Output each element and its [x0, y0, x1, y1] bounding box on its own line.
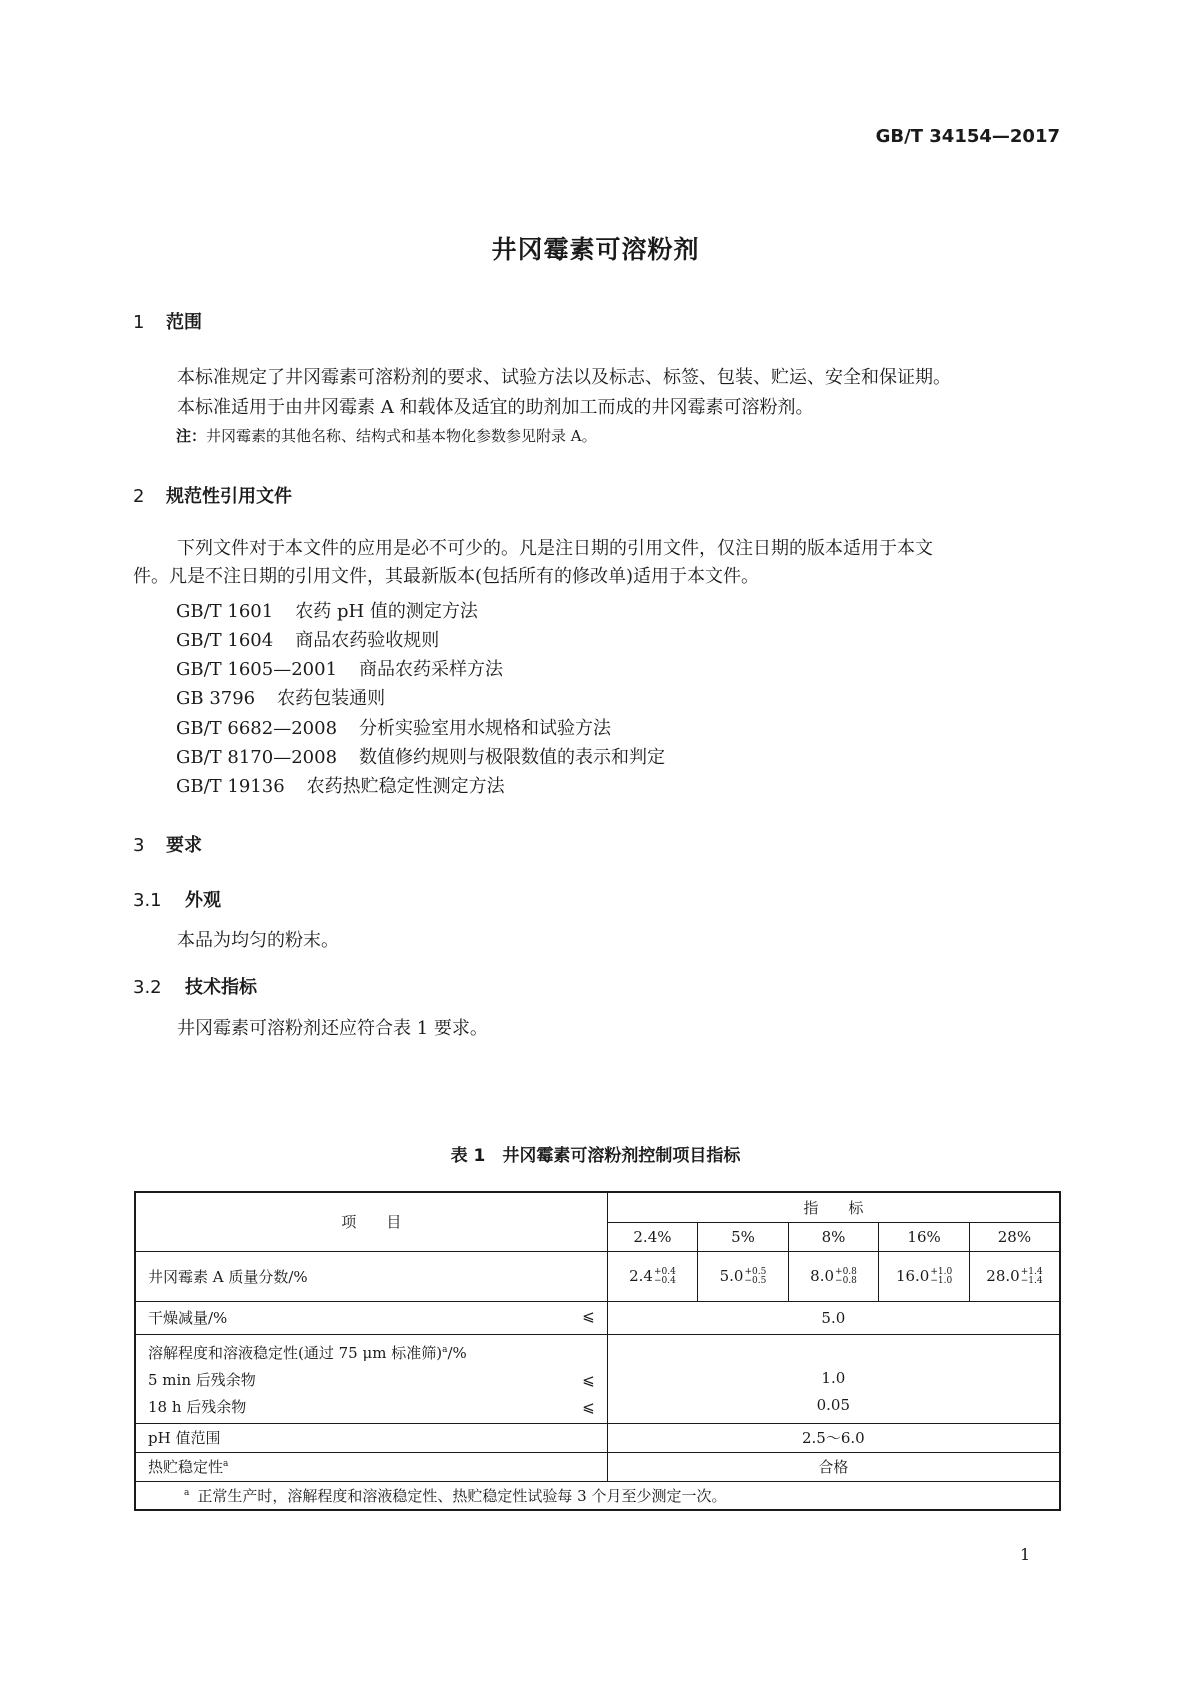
- table-header-row: [135, 1192, 1060, 1222]
- reference-name: 农药 pH 值的测定方法: [295, 601, 478, 622]
- page-number: 1: [1020, 1545, 1031, 1564]
- tolerance-minus: −0.8: [835, 1275, 857, 1286]
- document-title: 井冈霉素可溶粉剂: [491, 235, 700, 264]
- tolerance-minus: −1.4: [1020, 1275, 1043, 1286]
- table-row: [135, 1423, 1060, 1452]
- section-3-1-heading: [133, 886, 221, 912]
- intro-line-1: 下列文件对于本文件的应用是必不可少的。凡是注日期的引用文件，仅注日期的版本适用于本文: [177, 538, 933, 559]
- reference-item: [176, 655, 503, 681]
- reference-item: [176, 597, 478, 623]
- value-base: 2.4: [629, 1266, 653, 1285]
- tolerance: [654, 1268, 676, 1286]
- less-equal-symbol: ⩽: [582, 1397, 595, 1416]
- section-title: 要求: [166, 835, 202, 856]
- section-number: 2: [133, 486, 145, 507]
- tolerance: [744, 1268, 766, 1286]
- value-base: 5.0: [719, 1266, 744, 1285]
- solubility-18h-label: [148, 1394, 607, 1421]
- table-cell: [969, 1251, 1060, 1301]
- reference-item: [176, 626, 439, 652]
- tolerance: [1021, 1268, 1043, 1286]
- section-1-heading: [133, 308, 202, 334]
- table-cell: [788, 1251, 879, 1301]
- tolerance-plus: +0.4: [653, 1266, 676, 1277]
- section-title: 技术指标: [185, 977, 257, 998]
- table-cell: [698, 1251, 789, 1301]
- solubility-unit: /%: [447, 1343, 467, 1362]
- table-cell: 2.5～6.0: [607, 1423, 1060, 1452]
- reference-code: GB/T 1605—2001: [176, 659, 338, 680]
- reference-name: 农药热贮稳定性测定方法: [306, 776, 505, 797]
- reference-name: 商品农药采样方法: [359, 659, 504, 680]
- section-3-2-heading: [133, 973, 257, 999]
- section-number: 3.1: [133, 890, 162, 911]
- reference-code: GB/T 19136: [176, 776, 285, 797]
- row-label: [135, 1334, 607, 1423]
- standard-number: GB/T 34154—2017: [875, 126, 1060, 147]
- table-footnote: [135, 1481, 1060, 1510]
- header-index: 指 标: [607, 1192, 1060, 1222]
- solubility-label-text: 溶解程度和溶液稳定性(通过 75 μm 标准筛): [148, 1343, 443, 1362]
- footnote-ref: a: [223, 1459, 229, 1469]
- section-3-heading: [133, 831, 202, 857]
- row-label: pH 值范围: [135, 1423, 607, 1452]
- scope-paragraph-1: 本标准规定了井冈霉素可溶粉剂的要求、试验方法以及标志、标签、包装、贮运、安全和保证期。: [177, 367, 951, 388]
- tolerance: [835, 1268, 857, 1286]
- tolerance-minus: −1.0: [930, 1275, 953, 1286]
- section-title: 范围: [166, 312, 202, 333]
- section-2-heading: [133, 482, 292, 508]
- section-title: 外观: [185, 890, 221, 911]
- row-label-text: 5 min 后残余物: [148, 1370, 256, 1389]
- value-base: 16.0: [895, 1266, 930, 1285]
- tolerance-minus: −0.5: [744, 1275, 767, 1286]
- column-header: 2.4%: [607, 1222, 698, 1251]
- footnote-text: 正常生产时，溶解程度和溶液稳定性、热贮稳定性试验每 3 个月至少测定一次。: [197, 1486, 727, 1505]
- row-label-text: 18 h 后残余物: [148, 1397, 247, 1416]
- reference-item: [176, 743, 665, 769]
- solubility-18h-value: 0.05: [816, 1396, 851, 1414]
- row-label: [135, 1452, 607, 1481]
- row-label-text: 干燥减量/%: [148, 1309, 228, 1327]
- table-caption: 表 1 井冈霉素可溶粉剂控制项目指标: [450, 1146, 741, 1166]
- section-number: 1: [133, 312, 145, 333]
- note-text: 井冈霉素的其他名称、结构式和基本物化参数参见附录 A。: [206, 427, 597, 445]
- table-cell: [879, 1251, 970, 1301]
- table-row: [135, 1301, 1060, 1334]
- solubility-5min-label: [148, 1367, 607, 1394]
- table-row: [135, 1452, 1060, 1481]
- column-header: 8%: [788, 1222, 879, 1251]
- specification-table: [134, 1191, 1061, 1511]
- reference-code: GB/T 1604: [176, 630, 274, 651]
- footnote-ref: a: [442, 1344, 448, 1355]
- section-number: 3.2: [133, 977, 162, 998]
- reference-name: 数值修约规则与极限数值的表示和判定: [359, 747, 666, 768]
- row-label: 井冈霉素 A 质量分数/%: [135, 1251, 607, 1301]
- table-cell: 5.0: [607, 1301, 1060, 1334]
- tolerance-minus: −0.4: [653, 1275, 676, 1286]
- footnote-mark: a: [184, 1487, 190, 1498]
- reference-name: 农药包装通则: [277, 688, 386, 709]
- reference-item: [176, 714, 611, 740]
- row-label: [135, 1301, 607, 1334]
- section-title: 规范性引用文件: [166, 486, 292, 507]
- column-header: 16%: [879, 1222, 970, 1251]
- tech-index-text: 井冈霉素可溶粉剂还应符合表 1 要求。: [177, 1018, 488, 1039]
- references-intro: [133, 535, 1061, 591]
- scope-paragraph-2: 本标准适用于由井冈霉素 A 和载体及适宜的助剂加工而成的井冈霉素可溶粉剂。: [177, 397, 814, 418]
- column-header: 5%: [698, 1222, 789, 1251]
- table-cell: [607, 1251, 698, 1301]
- tolerance: [930, 1268, 952, 1286]
- reference-code: GB/T 8170—2008: [176, 747, 338, 768]
- table-row: [135, 1251, 1060, 1301]
- header-item: 项 目: [135, 1192, 607, 1251]
- solubility-5min-value: 1.0: [821, 1369, 846, 1387]
- table-cell: [607, 1334, 1060, 1423]
- table-cell: 合格: [607, 1452, 1060, 1481]
- reference-code: GB/T 6682—2008: [176, 718, 338, 739]
- tolerance-plus: +0.8: [835, 1266, 857, 1277]
- reference-name: 商品农药验收规则: [295, 630, 440, 651]
- intro-line-2: 件。凡是不注日期的引用文件，其最新版本(包括所有的修改单)适用于本文件。: [133, 566, 760, 587]
- table-row: [135, 1334, 1060, 1423]
- value-base: 28.0: [986, 1266, 1020, 1285]
- reference-code: GB 3796: [176, 688, 256, 709]
- table-footnote-row: [135, 1481, 1060, 1510]
- tolerance-plus: +1.4: [1020, 1266, 1043, 1277]
- less-equal-symbol: ⩽: [582, 1307, 595, 1325]
- note-label: 注：: [176, 427, 207, 445]
- scope-note: [176, 425, 597, 446]
- tolerance-plus: +1.0: [930, 1266, 953, 1277]
- less-equal-symbol: ⩽: [582, 1370, 595, 1389]
- column-header: 28%: [969, 1222, 1060, 1251]
- value-base: 8.0: [810, 1266, 835, 1285]
- row-label-text: 热贮稳定性: [148, 1458, 224, 1476]
- reference-name: 分析实验室用水规格和试验方法: [359, 718, 612, 739]
- reference-item: [176, 772, 505, 798]
- reference-code: GB/T 1601: [176, 601, 274, 622]
- solubility-label: [148, 1337, 607, 1367]
- appearance-text: 本品为均匀的粉末。: [177, 930, 339, 951]
- reference-item: [176, 684, 385, 710]
- section-number: 3: [133, 835, 145, 856]
- tolerance-plus: +0.5: [744, 1266, 767, 1277]
